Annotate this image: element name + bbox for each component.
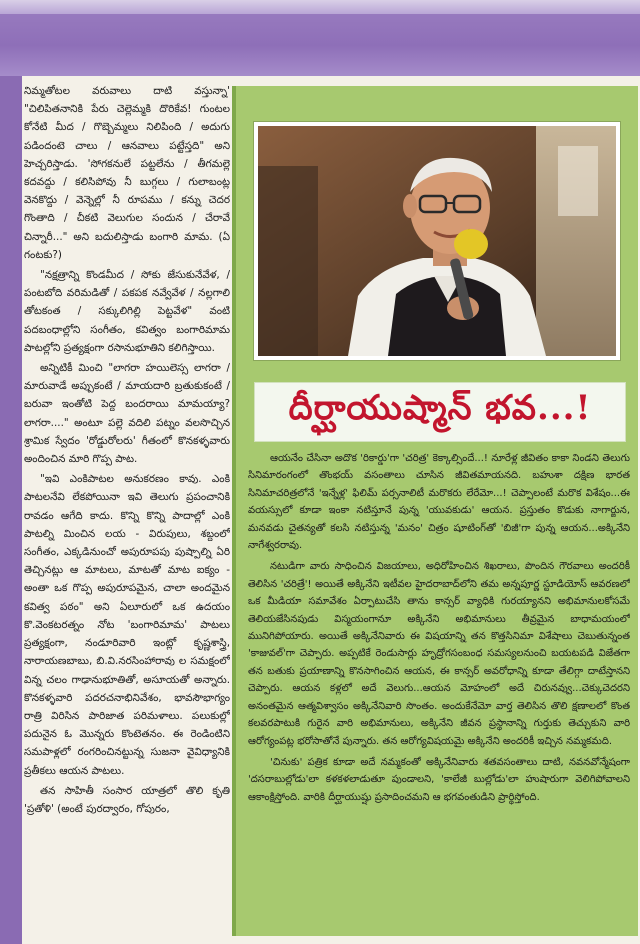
top-decorative-band (0, 0, 640, 76)
left-paragraph-4: "ఇవి ఎంకిపాటల అనుకరణం కావు. ఎంకి పాటలనేవి లేకపోయినా ఇవి తెలుగు ప్రపంచానికి రావడం ఆగేది కాదు. కొన్ని కొన్ని పాదాల్లో ఎంకి పాటల్ని మించిన లయ - విరుపులు, శబ్దంలో సంగీతం, ఎక్కడినుంచో అపురూపపు పుష్పాల్ని ఏరి తెచ్చినట్లు ఆ మాటలు, మాటతో మాట ఐక్యం - అంతా ఒక గొప్ప అపురూపమైన, చాలా అందమైన కవిత్వ పఠం" అని ఏలూరులో ఒక ఉదయం కొ.వెంకటరత్నం నోట 'బంగారిమామ' పాటలు ప్రత్యక్షంగా, నండూరివారి ఇంట్లో కృష్ణశాస్త్రి, నారాయణబాబు, బి.వి.నరసింహారావు ల సమక్షంలో విన్న చలం గాఢానుభూతితో, అసూయతో అన్నారు. కొనకళ్ళవారి పదరచనాభినివేశం, భావసౌభాగ్యం రాత్రి విరిసిన పారిజాత పరిమళాలు. పలుకుల్లో పదునైన ఓ మొన్నరు కొంటెతనం. ఈ రెండింటిని సమపాళ్లలో రంగరించినట్టున్న సుజనా వైవిధ్యానికి ప్రతీకలు ఆయన పాటలు. (24, 473, 230, 777)
body-paragraph-3: 'చినుకు' పత్రిక కూడా అదే నమ్మకంతో అక్కినేనివారు శతవసంతాలు దాటి, నవనవోన్మేషంగా 'దసరాబుల్లోడు'లా కళకళలాడుతూ పుండాలని, 'కాలేజీ బుల్లోడు'లా హుషారుగా వెలిగిపోవాలని ఆకాంక్షిస్తోంది. వారికి దీర్ఘాయుష్షు ప్రసాదించమని ఆ భగవంతుడిని ప్రార్థిస్తోంది. (248, 756, 630, 803)
portrait-photo (258, 126, 616, 356)
portrait-illustration (258, 126, 616, 356)
article-body (248, 450, 630, 930)
feature-panel (232, 86, 638, 936)
left-paragraph-5: తన సాహితీ సంసార యాత్రలో తొలి కృతి 'ప్రతోళి' (అంటే పురద్వారం, గోపురం, (24, 784, 230, 815)
left-paragraph-3: అన్నిటికీ మించి "లాగరా హయిలెస్స లాగరా / మారువాడే అప్పుకంటే / మాయదారి బ్రతుకుకంటే / బరువా ఇంతోటి పెద్ద బందరాయి మామయ్యా? లాగరా...." అంటూ పల్లె వదిలి పట్నం వలసొచ్చిన శ్రామిక స్వేదం 'రోడ్డురోలరు' గీతంలో కొనకళ్ళవారు అందించిన మారి గొప్ప పాట. (24, 362, 230, 466)
top-stripe (0, 0, 640, 14)
body-paragraph-2: నటుడిగా వారు సాధించిన విజయాలు, అధిరోహించిన శిఖరాలు, పొందిన గౌరవాలు అందరికీ తెలిసిన 'చరిత్రే'! అయితే అక్కినేని ఇటీవల హైదరాబాద్‌లోని తమ అన్నపూర్ణ స్టూడియోస్ ఆవరణలో ఒక మీడియా సమావేశం ఏర్పాటుచేసి తాను కాన్సర్ వ్యాధికి గురయ్యానని అభిమానులకోసమే తెలియజేసినపుడు విస్మయంగానూ అక్కినేని అభిమానులు తీవ్రమైన బాధామయంలో మునిగిపోయారు. అయితే అక్కినేనివారు ఈ విషయాన్ని తన కొత్తసినిమా విశేషాలు చెబుతున్నంత 'కాజువల్'గా చెప్పారు. అప్పటికే రెండుసార్లు హృద్రోగసంబంధ సమస్యలనుంచి బయటపడి విజేతగా తన బతుకు ప్రయాణాన్ని కొనసాగించిన ఆయన, ఈ కాన్సర్ అవరోధాన్ని కూడా తేలిగ్గా దాటేస్తానని చెప్పారు. ఆయన కళ్లలో అదే వెలుగు...ఆయన మోహంలో అదే చిరునవ్వు...చెక్కుచెదరని అనంతమైన ఆత్మవిశ్వాసం అక్కినేనివారి సొంతం. అందుకేనేమో వార్త తెలిసిన తొలి క్షణాలలో కొంత కలవరపాటుకి గురైన వారి అభిమానులు, అక్కినేని జీవన ప్రస్థానాన్ని గుర్తుకు తెచ్చుకుని వారి ఆరోగ్యంపట్ల భరోసాతోనే పున్నారు. తన ఆరోగ్యవిషయమై అక్కినేని అందరికీ ఇచ్చిన నమ్మకమది. (248, 561, 630, 747)
headline-box (254, 382, 626, 442)
photo-frame (254, 122, 620, 360)
article-headline: దీర్ఘాయుష్మాన్ భవ...! (288, 388, 592, 428)
body-paragraph-1: ఆయనేం చేసినా అదొక 'రికార్డు'గా 'చరిత్ర' కెక్కాల్సిందే...! నూరేళ్ల జీవితం కాకా నిండని తెలుగు సినిమారంగంలో తొంభయ్ వసంతాలు చూసిన జీవితమాయనది. బహుశా దక్షిణ భారత సినిమాచరిత్రలోనే 'ఇన్నేళ్ల' ఫిలిమ్ పర్సనాలిటీ మరొకరు లేరేమో...! చెప్పాలంటే మరొక విశేషం...ఈ వయస్సులో కూడా ఇంకా నటిస్తూనే పున్న 'యువకుడు' ఆయన. ప్రస్తుతం కొడుకు నాగార్జున, మనవడు చైతన్యతో కలసి నటిస్తున్న 'మనం' చిత్రం షూటింగ్‌తో 'బిజీ'గా పున్న ఆయన...అక్కినేని నాగేశ్వరరావు. (248, 453, 630, 552)
left-paragraph-2: "నక్షత్రాన్ని కొండమీద / సోకు జేసుకునేవేళ, / పంటబోది వరిమడితో / పకపక నవ్వేవేళ / నల్లగాలి తోటకంత / సక్కులిగిల్లి పెట్టవేళ" వంటి పదబంధాల్లోని సంగీతం, కవిత్వం బంగారిమామ పాటల్లోని ప్రత్యక్షంగా రసానుభూతిని కలిగిస్తాయి. (24, 269, 230, 354)
left-text-column (24, 82, 230, 934)
left-margin-bar (0, 76, 22, 944)
left-paragraph-1: నిమ్మతోటల వరువాలు దాటి వస్తున్నా' "చిలిపితనానికి పేరు చెల్లెమ్మకి దొరికేవ! గుంటల కోనేటి మీద / గొబ్బెమ్మలు నిలిపింది / అదుగు పడిందంటె చాలు / ఆనవాలు పట్టేస్తది" అని హెచ్చరిస్తాడు. 'సోగకనులే పట్టలేను / తీగమల్లె కదవద్దు / కలిసిపోవు నీ బుగ్గలు / గులాబంట్ల వెనకొద్దు / వెన్నెల్లో నీ రూపము / కన్ను చెదర గొంతాది / చీకటి వెలుగుల సందున / చేరావే చిన్నారీ..." అని బదులిస్తాడు బంగారి మామ. (ఏ గంటకు?) (24, 85, 230, 261)
